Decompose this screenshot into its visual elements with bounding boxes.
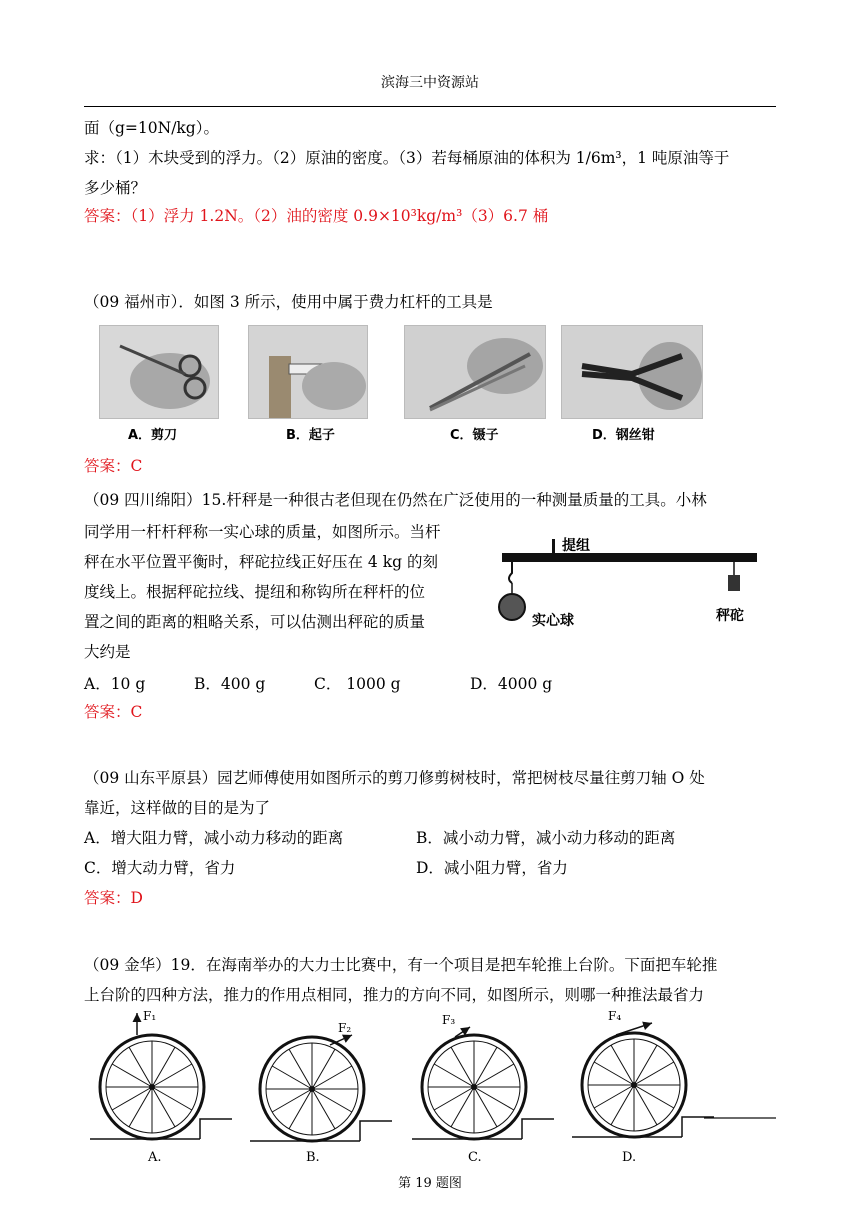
q3-option-d: D．4000 g	[470, 675, 553, 693]
wheel-hub	[631, 1082, 637, 1088]
q1-answer: 答案：（1）浮力 1.2N。（2）油的密度 0.9×10³kg/m³（3）6.7 桶	[84, 207, 549, 225]
wheel-spoke	[474, 1064, 514, 1087]
caption-d: D．钢丝钳	[592, 428, 655, 443]
q3-line3: 秤在水平位置平衡时，秤砣拉线正好压在 4 kg 的刻	[84, 553, 438, 571]
wheel-spoke	[312, 1089, 352, 1112]
figure-caption: 第 19 题图	[398, 1176, 462, 1191]
page-header: 滨海三中资源站	[381, 75, 479, 91]
wheel-spoke	[152, 1064, 192, 1087]
wheel-spoke	[112, 1064, 152, 1087]
q3-line1: （09 四川绵阳）15.杆秤是一种很古老但现在仍然在广泛使用的一种测量质量的工具。小林	[84, 491, 707, 509]
step	[682, 1117, 714, 1137]
wheel-hub	[149, 1084, 155, 1090]
wheel-spoke	[634, 1085, 674, 1108]
wheel-spoke	[634, 1045, 657, 1085]
q5-line2: 上台阶的四种方法，推力的作用点相同，推力的方向不同，如图所示，则哪一种推法最省力	[84, 986, 705, 1004]
wheel-spoke	[272, 1066, 312, 1089]
wheel-label-d: D.	[622, 1150, 637, 1165]
q3-option-c: C． 1000 g	[314, 675, 401, 693]
caption-a: A．剪刀	[128, 428, 178, 443]
q2-answer: 答案：C	[84, 457, 143, 475]
q1-line3: 多少桶？	[84, 179, 147, 197]
wheel-spoke	[129, 1047, 152, 1087]
wheel-spoke	[611, 1045, 634, 1085]
q1-line1: 面（g=10N/kg）。	[84, 119, 219, 137]
wheel-spoke	[129, 1087, 152, 1127]
wheel-spoke	[451, 1047, 474, 1087]
wheel-spoke	[434, 1064, 474, 1087]
force-label-1: F₁	[143, 1009, 157, 1023]
wheel-spoke	[434, 1087, 474, 1110]
force-label-2: F₂	[338, 1021, 352, 1035]
header-rule	[84, 106, 776, 107]
label-ball: 实心球	[532, 613, 574, 629]
wheel-spoke	[634, 1062, 674, 1085]
wheel-spoke	[594, 1062, 634, 1085]
wheel-spoke	[289, 1089, 312, 1129]
wheel-spoke	[451, 1087, 474, 1127]
label-knob: 提组	[562, 538, 590, 554]
wheel-spoke	[474, 1087, 497, 1127]
force-label-3: F₃	[442, 1013, 456, 1027]
wheel-spoke	[312, 1049, 335, 1089]
q1-line2: 求：（1）木块受到的浮力。（2）原油的密度。（3）若每桶原油的体积为 1/6m³，1 吨原油等于	[84, 149, 730, 167]
wheel-spoke	[289, 1049, 312, 1089]
pliers-photo	[561, 325, 703, 419]
tweezers-photo	[404, 325, 546, 419]
q2-stem: （09 福州市）．如图 3 所示，使用中属于费力杠杆的工具是	[84, 293, 493, 311]
step	[200, 1119, 232, 1139]
step	[360, 1121, 392, 1141]
q3-option-b: B．400 g	[194, 675, 266, 693]
q4-option-b: B．减小动力臂，减小动力移动的距离	[416, 829, 676, 847]
wheel-spoke	[152, 1087, 192, 1110]
wheel-spoke	[152, 1047, 175, 1087]
q4-line2: 靠近，这样做的目的是为了	[84, 799, 271, 817]
wheel-hub	[471, 1084, 477, 1090]
q3-option-a: A．10 g	[84, 675, 146, 693]
q3-line2: 同学用一杆杆秤称一实心球的质量，如图所示。当杆	[84, 523, 441, 541]
scissors-photo	[99, 325, 219, 419]
wheel-spoke	[594, 1085, 634, 1108]
wheel-label-c: C.	[468, 1150, 482, 1165]
wheel-label-b: B.	[306, 1150, 320, 1165]
wheel-spoke	[312, 1089, 335, 1129]
wheel-spoke	[474, 1087, 514, 1110]
q3-line6: 大约是	[84, 643, 131, 661]
q5-line1: （09 金华）19．在海南举办的大力士比赛中，有一个项目是把车轮推上台阶。下面把车轮推	[84, 956, 718, 974]
q3-line4: 度线上。根据秤砣拉线、提纽和称钩所在秤杆的位	[84, 583, 426, 601]
wheels-figure	[0, 1005, 860, 1155]
q3-answer: 答案：C	[84, 703, 143, 721]
wheel-hub	[309, 1086, 315, 1092]
caption-b: B．起子	[286, 428, 335, 443]
q3-line5: 置之间的距离的粗略关系，可以估测出秤砣的质量	[84, 613, 426, 631]
q4-option-c: C．增大动力臂，省力	[84, 859, 236, 877]
step	[522, 1119, 554, 1139]
q4-line1: （09 山东平原县）园艺师傅使用如图所示的剪刀修剪树枝时，常把树枝尽量往剪刀轴 O 处	[84, 769, 705, 787]
wheel-label-a: A.	[148, 1150, 162, 1165]
q4-option-a: A．增大阻力臂，减小动力移动的距离	[84, 829, 344, 847]
q4-option-d: D．减小阻力臂，省力	[416, 859, 568, 877]
label-weight: 秤砣	[716, 608, 744, 624]
wheel-spoke	[152, 1087, 175, 1127]
force-label-4: F₄	[608, 1009, 622, 1023]
wheel-spoke	[272, 1089, 312, 1112]
caption-c: C．镊子	[450, 428, 499, 443]
bottle-opener-photo	[248, 325, 368, 419]
wheel-spoke	[611, 1085, 634, 1125]
wheel-spoke	[312, 1066, 352, 1089]
steelyard-figure	[498, 535, 763, 645]
wheel-spoke	[474, 1047, 497, 1087]
wheel-spoke	[634, 1085, 657, 1125]
q4-answer: 答案：D	[84, 889, 143, 907]
wheel-spoke	[112, 1087, 152, 1110]
